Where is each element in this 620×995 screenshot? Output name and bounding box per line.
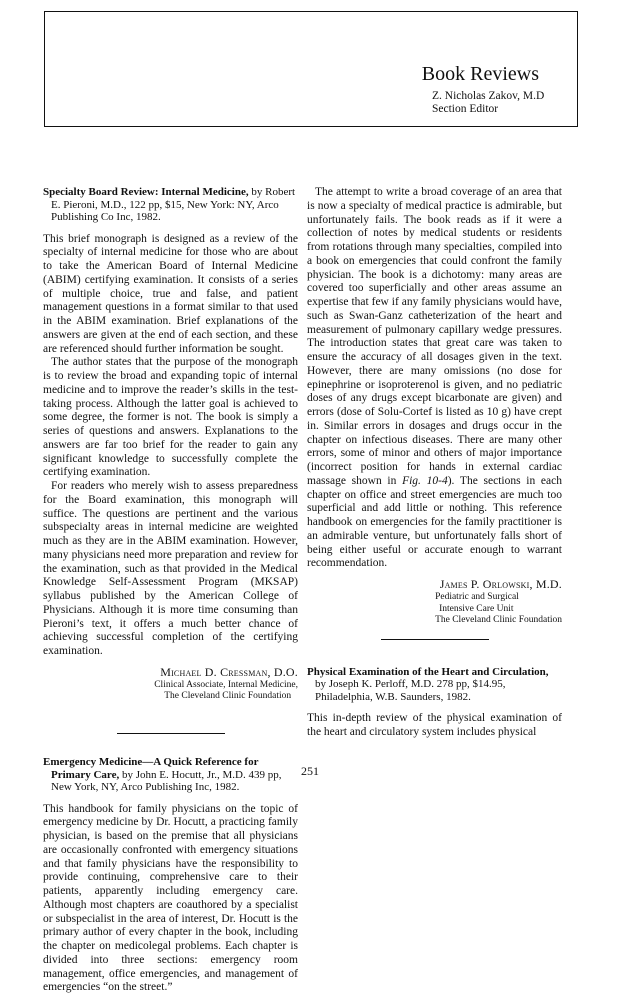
right-column: [307, 186, 562, 740]
section-title: Book Reviews: [45, 62, 539, 86]
reviewer-name: James P. Orlowski, M.D.: [307, 577, 562, 592]
left-column: [43, 186, 298, 995]
reviewer-affiliation: Pediatric and Surgical: [435, 592, 562, 604]
review-paragraph: [307, 186, 562, 571]
review-paragraph-text: ). The sections in each chapter on office and street emergencies are much too superficial and add little or nothing. This reference handbook on emergencies for the family practitioner is an admirable venture, but unfortunately falls short of being either useful or accurate enough to warrant recommendation.: [307, 475, 562, 570]
review-title: Physical Examination of the Heart and Circulation,: [307, 666, 549, 678]
review-citation: by John E. Hocutt, Jr., M.D. 439 pp, New York, NY, Arco Publishing Inc, 1982.: [51, 769, 281, 794]
review-paragraph: [43, 803, 298, 995]
section-editor-block: [432, 90, 544, 116]
review-title: Specialty Board Review: Internal Medicine,: [43, 186, 249, 198]
reviewer-affiliation: The Cleveland Clinic Foundation: [435, 615, 562, 627]
review-heading: [43, 186, 298, 224]
review-paragraph: This in-depth review of the physical examination of the heart and circulatory system includes physical: [307, 712, 562, 740]
editor-role: Section Editor: [432, 103, 544, 116]
review-paragraph-text: This handbook for family physicians on the topic of emergency medicine by Dr. Hocutt, a practicing family physician, is based on the premise that all physicians are occasionally confronted with emergency situations and that family physicians have the responsibility to provide continuing, comprehensive care to their patients, apparently including emergency care. Although most chapters are coauthored by a specialist or subspecialist in the area of interest, Dr. Hocutt is the primary author of every chapter in the book, including the chapter on medicolegal problems. Each chapter is divided into three sections: emergency room management, office emergencies, and management of emergencies “on the street.”: [43, 803, 298, 994]
reviewer-signature: [43, 665, 298, 703]
review-citation: by Joseph K. Perloff, M.D. 278 pp, $14.95, Philadelphia, W.B. Saunders, 1982.: [315, 678, 505, 703]
reviewer-signature: [307, 577, 562, 627]
review-paragraph: The author states that the purpose of the monograph is to review the broad and expanding topic of internal medicine and to improve the reader’s skills in the test-taking process. Although the latter goal is achieved to some degree, the former is not. The book is simply a series of questions and answers. Explanations to the answers are far too brief for the reader to gain any significant knowledge to successfully complete the certifying examination.: [43, 356, 298, 480]
reviewer-affiliation: The Cleveland Clinic Foundation: [154, 691, 298, 703]
figure-reference: Fig. 10-4: [402, 475, 448, 487]
review-paragraph-text: The attempt to write a broad coverage of an area that is now a specialty of medical practice is admirable, but unfortunately fails. The book reads as if it were a collection of notes by medical students or residents from rotations through many specialties, compiled into a book on emergencies that could confront the family physician. The book is a dichotomy: many areas are covered too superficially and other areas assume an expertise that few if any family physicians would have, such as Swan-Ganz catheterization of the heart and measurement of pulmonary capillary wedge pressures. The introduction states that great care was taken to ensure the accuracy of all dosages given in the text. However, there are many omissions (no dose for epinephrine or isoproterenol is given, and no pediatric doses of any drugs except bicarbonate are given) and errors (dose of Solu-Cortef is listed as 10 g) have crept in. Similar errors in dosages and drugs occur in the chapter on infectious diseases. There are many other errors, some of minor and others of major importance (incorrect position for hands in external cardiac massage shown in: [307, 186, 562, 487]
page-number: 251: [0, 764, 620, 779]
editor-name: Z. Nicholas Zakov, M.D: [432, 90, 544, 103]
review-divider: [381, 639, 489, 640]
reviewer-affiliation: Clinical Associate, Internal Medicine,: [154, 680, 298, 692]
section-header-box: [44, 11, 578, 127]
review-paragraph: For readers who merely wish to assess preparedness for the Board examination, this monograph will suffice. The questions are pertinent and the various subspecialty areas in internal medicine are weighted much as they are in the ABIM examination. However, many physicians need more preparation and review for the examination, such as that provided in the Medical Knowledge Self-Assessment Program (MKSAP) syllabus published by the American College of Physicians. Although it is more time consuming than Pieroni’s text, it offers a much better chance of achieving successful completion of the certifying examination.: [43, 480, 298, 659]
reviewer-name: Michael D. Cressman, D.O.: [43, 665, 298, 680]
review-title: Emergency Medicine—A Quick Reference for Primary Care,: [43, 756, 258, 781]
reviewer-affiliation: Intensive Care Unit: [435, 604, 562, 616]
review-divider: [117, 733, 225, 734]
review-citation: by Robert E. Pieroni, M.D., 122 pp, $15, New York: NY, Arco Publishing Co Inc, 1982.: [51, 186, 295, 223]
review-heading: [307, 666, 562, 704]
review-paragraph: This brief monograph is designed as a review of the specialty of internal medicine for those who are about to take the American Board of Internal Medicine (ABIM) certifying examination. It consists of a series of multiple choice, true and false, and patient management questions in a format similar to that used in the ABIM examination. Brief explanations of the answers are given at the end of each section, and these are referenced should further information be sought.: [43, 233, 298, 357]
